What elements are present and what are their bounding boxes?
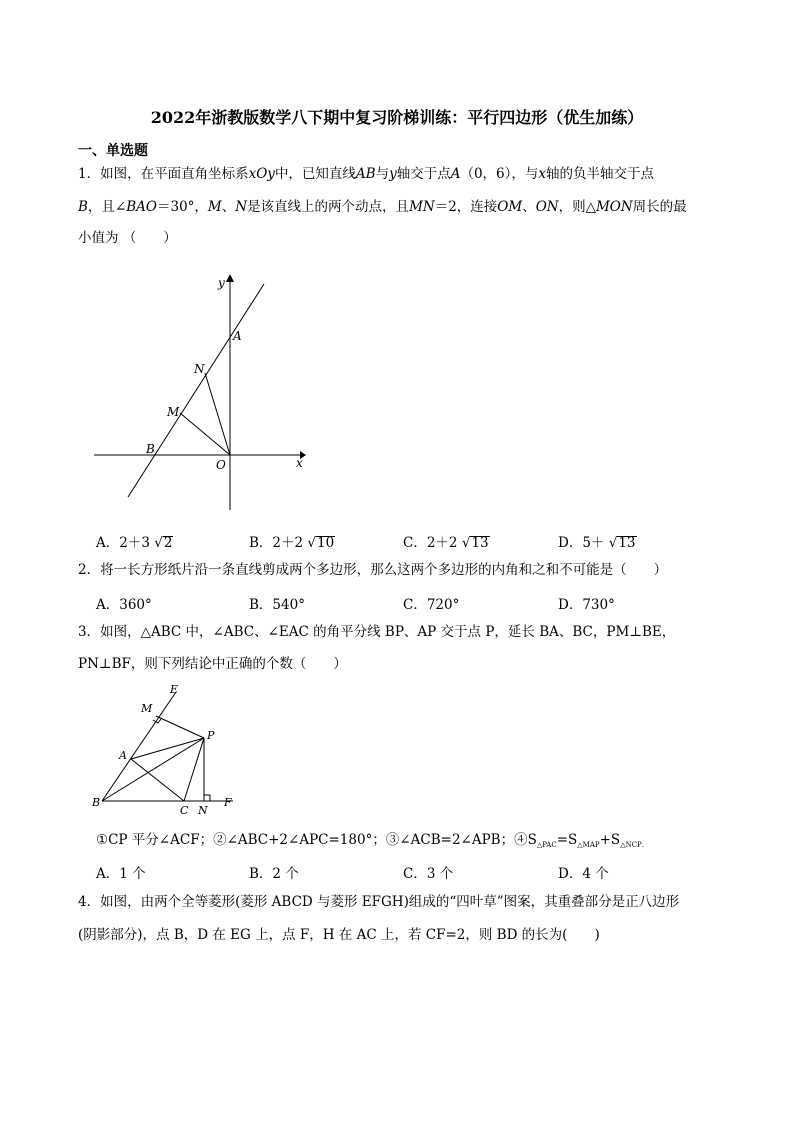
line-ab	[128, 284, 264, 497]
label-m: M	[141, 702, 153, 715]
ray-be	[102, 692, 176, 801]
label-o: O	[216, 458, 226, 472]
segment-ap	[131, 738, 204, 759]
question-1-line-1: 1．如图，在平面直角坐标系xOy中，已知直线AB与y轴交于点A（0，6），与x轴的负半轴交于点	[78, 166, 655, 182]
right-angle-n-icon	[204, 795, 210, 801]
segment-pm	[156, 716, 204, 738]
page-title: 2022年浙教版数学八下期中复习阶梯训练：平行四边形（优生加练）	[150, 108, 644, 127]
question-3-conclusions: ①CP 平分∠ACF；②∠ABC+2∠APC=180°；③∠ACB=2∠APB；$④S_{\triangle PAC}=S_{\triangle MAP}+S_{\triangle NCP.}$	[96, 832, 644, 849]
q1-option-a[interactable]: A．2＋3 √2	[96, 535, 173, 551]
label-a: A	[119, 749, 127, 762]
label-a: A	[233, 329, 242, 343]
q2-option-b[interactable]: B．540°	[249, 597, 305, 613]
question-3-line-1: 3．如图，△ABC 中，∠ABC、∠EAC 的角平分线 BP、AP 交于点 P，延长 BA、BC，PM⊥BE，	[78, 624, 676, 640]
q3-option-d[interactable]: D．4 个	[558, 866, 609, 882]
label-x: x	[296, 456, 303, 470]
segment-om	[180, 413, 230, 455]
segment-ac	[131, 759, 184, 801]
segment-bp	[102, 738, 204, 801]
question-4-line-1: 4．如图，由两个全等菱形(菱形 ABCD 与菱形 EFGH)组成的“四叶草”图案，其重叠部分是正八边形	[78, 894, 680, 910]
question-1-line-2: B，且∠BAO＝30°，M、N是该直线上的两个动点，且MN＝2，连接OM、ON，则△MON周长的最	[78, 199, 687, 215]
q3-option-b[interactable]: B．2 个	[249, 866, 299, 882]
q1-option-b[interactable]: B．2＋2 √10	[249, 535, 335, 551]
label-b: B	[92, 796, 101, 809]
question-2-text: 2．将一长方形纸片沿一条直线剪成两个多边形，那么这两个多边形的内角和之和不可能是（ ）	[78, 562, 668, 578]
label-y: y	[218, 276, 225, 290]
y-axis-arrow-icon	[226, 274, 234, 282]
question-number: 1．	[78, 166, 101, 182]
q1-option-d[interactable]: D．5＋ √13	[558, 535, 636, 551]
section-heading: 一、单选题	[78, 143, 148, 159]
label-e: E	[170, 683, 179, 696]
label-n: N	[198, 804, 208, 817]
q2-option-a[interactable]: A．360°	[96, 597, 152, 613]
segment-cp	[184, 738, 204, 801]
q3-option-c[interactable]: C．3 个	[403, 866, 454, 882]
label-m: M	[167, 405, 180, 419]
q2-option-d[interactable]: D．730°	[558, 597, 615, 613]
figure-triangle-diagram	[88, 680, 248, 820]
q1-option-c[interactable]: C．2＋2 √13	[403, 535, 489, 551]
label-f: F	[224, 796, 232, 809]
label-b: B	[146, 442, 155, 456]
label-n: N	[194, 362, 205, 376]
q3-option-a[interactable]: A．1 个	[96, 866, 146, 882]
label-c: C	[180, 804, 189, 817]
question-3-line-2: PN⊥BF，则下列结论中正确的个数（ ）	[78, 656, 347, 672]
segment-on	[205, 373, 230, 455]
label-p: P	[207, 729, 215, 742]
q2-option-c[interactable]: C．720°	[403, 597, 460, 613]
figure-coordinate-diagram	[88, 270, 318, 515]
question-1-line-3: 小值为 （ ）	[78, 230, 177, 246]
question-4-line-2: (阴影部分)，点 B，D 在 EG 上，点 F，H 在 AC 上，若 CF=2，则 BD 的长为( )	[78, 927, 600, 943]
